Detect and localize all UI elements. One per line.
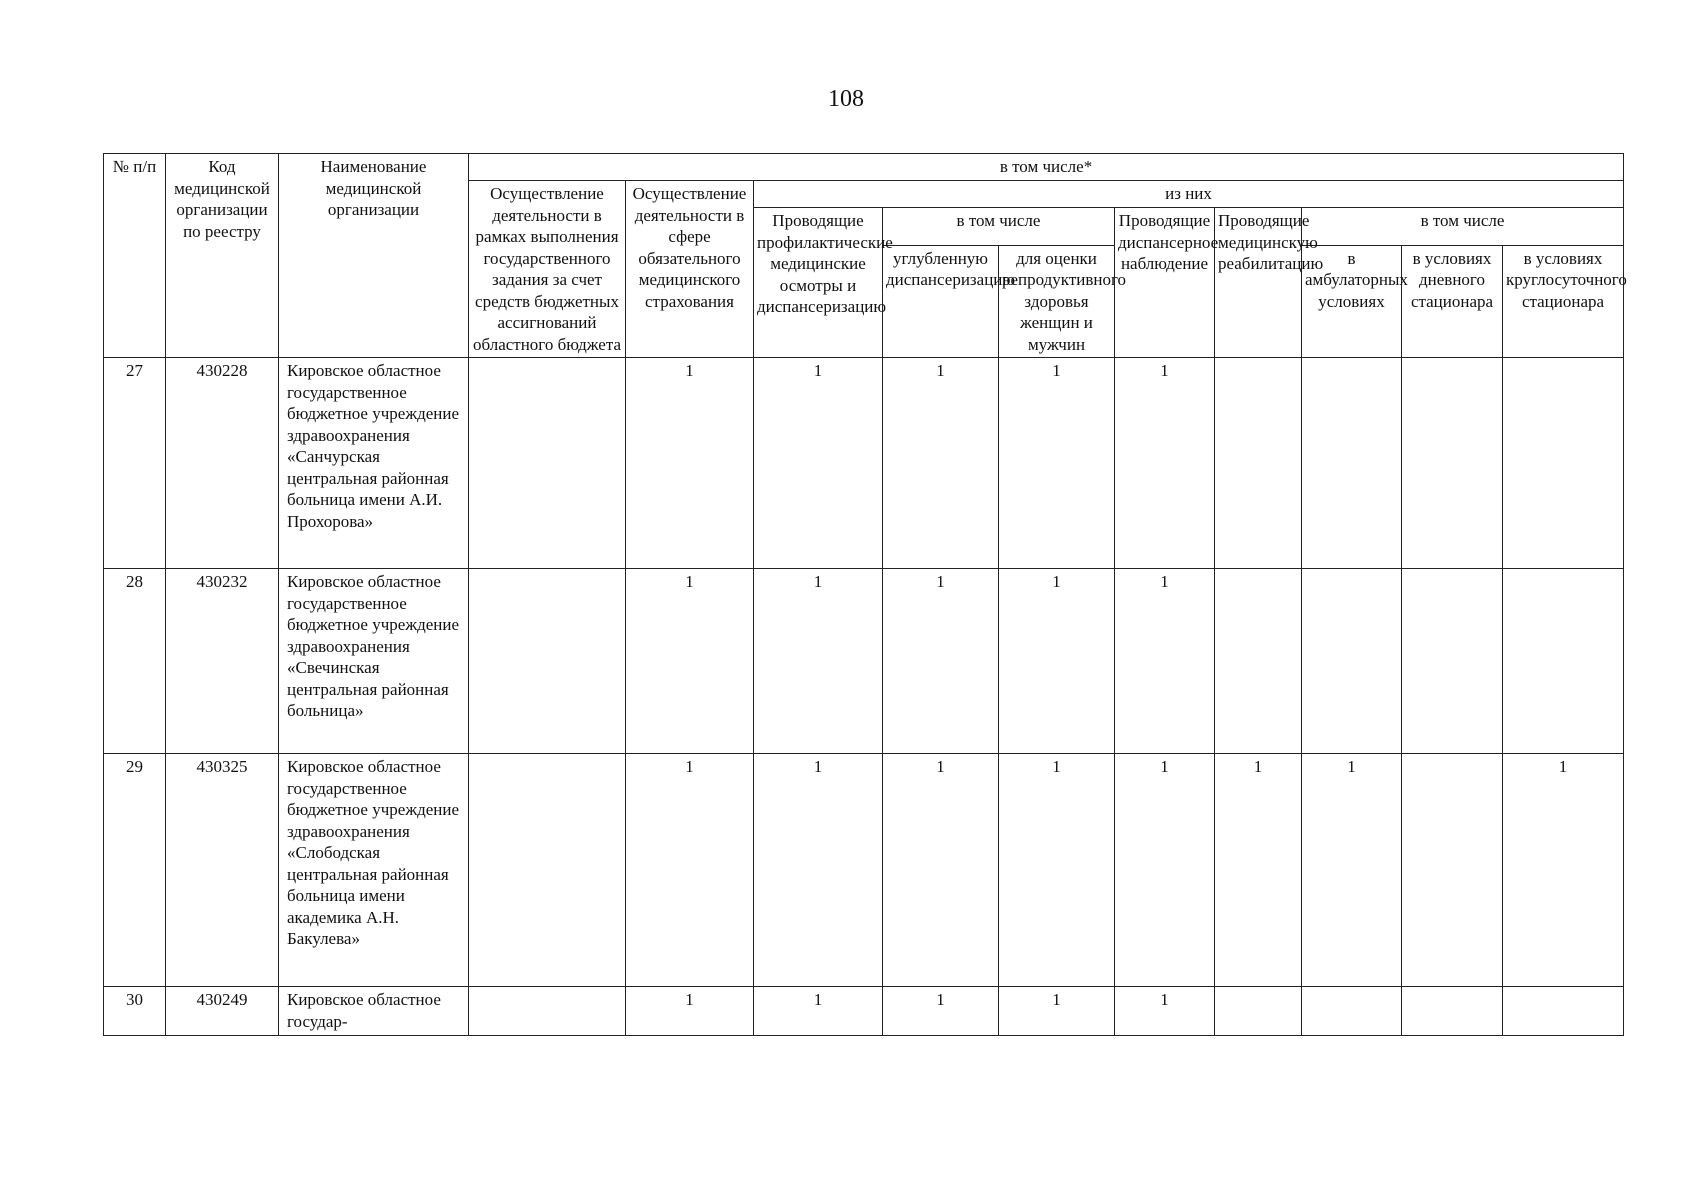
cell-rehab: 1 (1215, 754, 1302, 987)
cell-dispensary: 1 (1115, 987, 1215, 1036)
cell-oms: 1 (626, 358, 754, 569)
header-deep: углубленную диспансеризацию (883, 245, 999, 358)
cell-prophylactic: 1 (754, 987, 883, 1036)
cell-num: 29 (104, 754, 166, 987)
cell-reproductive: 1 (999, 987, 1115, 1036)
cell-num: 30 (104, 987, 166, 1036)
cell-org-name: Кировское областное государственное бюджетное учреждение здравоохранения «Свечинская центральная районная больница» (279, 569, 469, 754)
cell-day-hospital (1402, 754, 1503, 987)
table-row (104, 569, 1624, 754)
cell-prophylactic: 1 (754, 754, 883, 987)
cell-code: 430232 (166, 569, 279, 754)
cell-deep: 1 (883, 569, 999, 754)
cell-rehab (1215, 987, 1302, 1036)
header-oms: Осуществление деятельности в сфере обязательного медицинского страхования (626, 181, 754, 358)
cell-round-clock: 1 (1503, 754, 1624, 987)
cell-day-hospital (1402, 987, 1503, 1036)
medical-organizations-table (103, 153, 1627, 1036)
cell-code: 430249 (166, 987, 279, 1036)
cell-deep: 1 (883, 358, 999, 569)
cell-ambulatory (1302, 358, 1402, 569)
header-including: в том числе* (469, 154, 1624, 181)
header-dispensary: Проводящие диспансерное наблюдение (1115, 208, 1215, 358)
cell-budget (469, 754, 626, 987)
cell-prophylactic: 1 (754, 569, 883, 754)
cell-deep: 1 (883, 987, 999, 1036)
cell-round-clock (1503, 987, 1624, 1036)
table-row (104, 754, 1624, 987)
cell-ambulatory (1302, 987, 1402, 1036)
page-number: 108 (828, 86, 864, 112)
cell-budget (469, 987, 626, 1036)
cell-ambulatory (1302, 569, 1402, 754)
header-of-them: из них (754, 181, 1624, 208)
cell-prophylactic: 1 (754, 358, 883, 569)
cell-rehab (1215, 569, 1302, 754)
header-code: Код медицинской организации по реестру (166, 154, 279, 358)
header-round-clock: в условиях круглосуточного стационара (1503, 245, 1624, 358)
cell-oms: 1 (626, 569, 754, 754)
header-day-hospital: в условиях дневного стационара (1402, 245, 1503, 358)
header-ambulatory: в амбулаторных условиях (1302, 245, 1402, 358)
header-including-prophylactic: в том числе (883, 208, 1115, 246)
cell-dispensary: 1 (1115, 569, 1215, 754)
cell-org-name: Кировское областное государ- (279, 987, 469, 1036)
header-rehab: Проводящие медицинскую реабилитацию (1215, 208, 1302, 358)
cell-budget (469, 358, 626, 569)
cell-reproductive: 1 (999, 569, 1115, 754)
cell-dispensary: 1 (1115, 754, 1215, 987)
header-reproductive: для оценки репродуктивного здоровья женщин и мужчин (999, 245, 1115, 358)
header-prophylactic: Проводящие профилактические медицинские осмотры и диспансеризацию (754, 208, 883, 358)
cell-day-hospital (1402, 569, 1503, 754)
cell-reproductive: 1 (999, 754, 1115, 987)
cell-round-clock (1503, 358, 1624, 569)
cell-org-name: Кировское областное государственное бюджетное учреждение здравоохранения «Слободская центральная районная больница имени академика А.Н. Бакулева» (279, 754, 469, 987)
header-including-rehab: в том числе (1302, 208, 1624, 246)
cell-rehab (1215, 358, 1302, 569)
cell-ambulatory: 1 (1302, 754, 1402, 987)
cell-org-name: Кировское областное государственное бюджетное учреждение здравоохранения «Санчурская центральная районная больница имени А.И. Прохорова» (279, 358, 469, 569)
cell-budget (469, 569, 626, 754)
cell-code: 430325 (166, 754, 279, 987)
table-row (104, 987, 1624, 1036)
header-num: № п/п (104, 154, 166, 358)
cell-dispensary: 1 (1115, 358, 1215, 569)
cell-num: 27 (104, 358, 166, 569)
cell-code: 430228 (166, 358, 279, 569)
table-row (104, 358, 1624, 569)
cell-oms: 1 (626, 987, 754, 1036)
header-budget: Осуществление деятельности в рамках выполнения государственного задания за счет средств бюджетных ассигнований областного бюджета (469, 181, 626, 358)
cell-round-clock (1503, 569, 1624, 754)
cell-day-hospital (1402, 358, 1503, 569)
cell-deep: 1 (883, 754, 999, 987)
header-name: Наименование медицинской организации (279, 154, 469, 358)
cell-oms: 1 (626, 754, 754, 987)
cell-num: 28 (104, 569, 166, 754)
cell-reproductive: 1 (999, 358, 1115, 569)
